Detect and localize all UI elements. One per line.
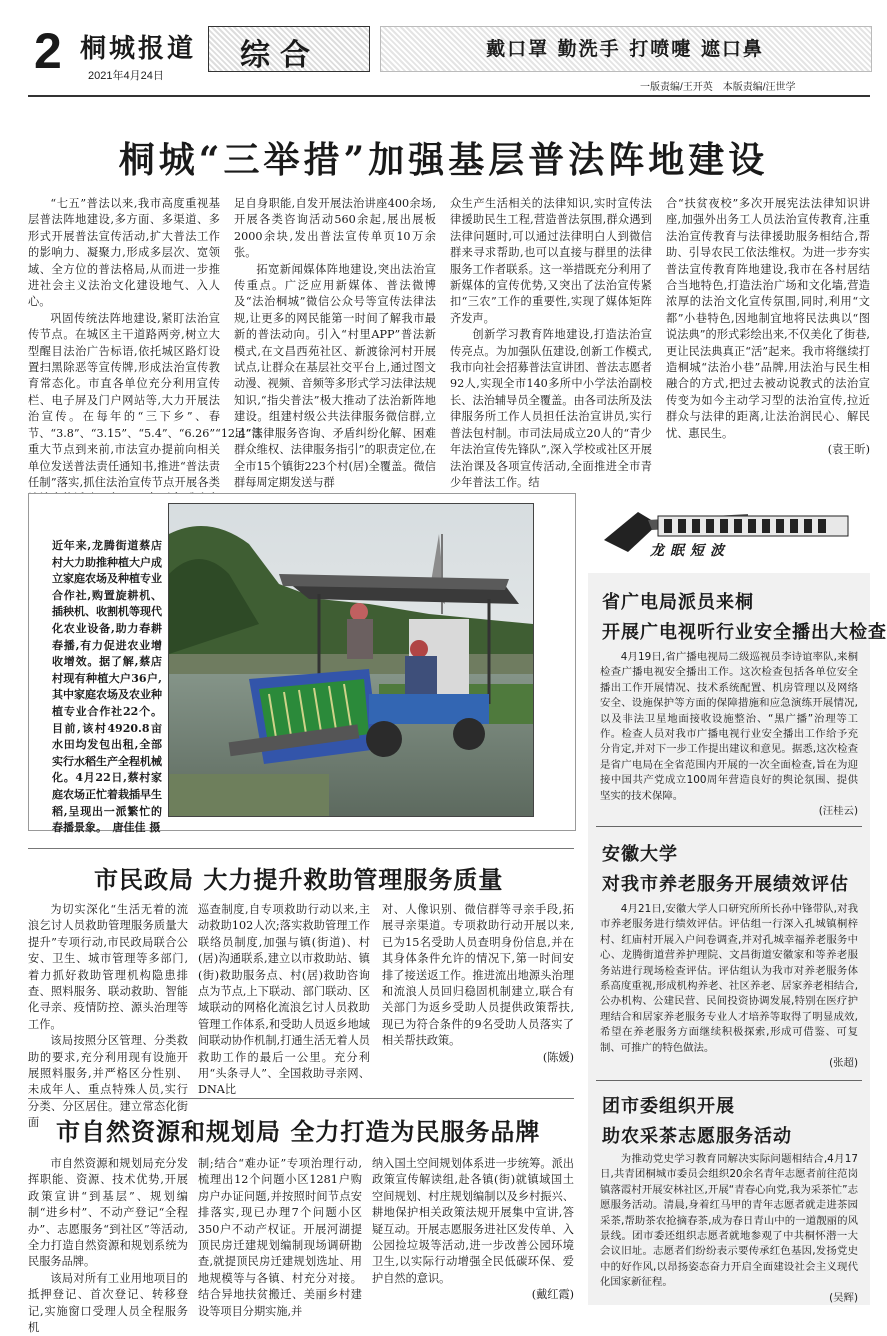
paragraph: 对、人像识别、微信群等寻亲手段,拓展寻亲渠道。专项救助行动开展以来,已为15名受助人员查明身份信息,并在其身体条件允许的情况下,第一时间安排了接送返工作。推进流出地源头治理和流浪人员回归稳固机制建立,联合有关部门为返乡受助人员提供政策帮扶,现已为符合条件的9名受助人员落实了相关帮扶政策。 bbox=[382, 903, 574, 1048]
paragraph: 该局按照分区管理、分类救助的要求,充分利用现有设施开展照料服务,并严格区分性别、未成年人、重点特殊人员,实行分类、分区居住。建立常态化街面 bbox=[28, 1034, 188, 1130]
byline: (吴辉) bbox=[829, 1291, 858, 1304]
civil-affairs-col-3 bbox=[382, 902, 574, 1098]
paragraph: 制;结合“难办证”专项治理行动,梳理出12个问题小区1281户购房户办证问题,并按照时间节点安排落实,现已办理7个问题小区350户不动产权证。开展河湖提顶民房迁建规划编制现场调研勘查,就提顶民房迁建规划选址、用地规模等与各镇、村充分对接。结合异地扶贫搬迁、美丽乡村建设等项目分期实施,并 bbox=[198, 1157, 362, 1318]
paragraph: 合“扶贫夜校”多次开展宪法法律知识讲座,加强外出务工人员法治宣传教育,注重法治宣传教育与法律援助服务相结合,帮助、引导农民工依法维权。为进一步夯实普法宣传教育阵地建设,我市在各村居结合当地特色,打造法治广场和文化墙,营造浓厚的法治文化宣传氛围,同时,利用“文都”小巷特色,因地制宜地将民法典以“图说法典”的形式彩绘出来,不仅美化了街巷,更让民法典真正“活”起来。我市将继续打造桐城“法治小巷”品牌,用法治与民生相融合的方式,把过去被动说教式的法治宣传变为如今主动学习型的法治宣传,拉近群众与法律的距离,让法治润民心、解民忧、惠民生。 bbox=[666, 197, 870, 440]
section-title: 综合 bbox=[240, 38, 320, 73]
natural-resources-title: 市自然资源和规划局 全力打造为民服务品牌 bbox=[56, 1117, 541, 1146]
slogan-text: 戴口罩 勤洗手 打喷嚏 遮口鼻 bbox=[486, 38, 764, 60]
paragraph: 市自然资源和规划局充分发挥职能、资源、技术优势,开展政策宣讲“到基层”、规划编制“进乡村”、不动产登记“全程办”、志愿服务“到社区”等活动,全力打造自然资源和规划系统为民服务品牌。 bbox=[28, 1157, 188, 1269]
lead-article-col-3 bbox=[450, 196, 652, 489]
brief-3-title-line-1: 团市委组织开展 bbox=[602, 1096, 735, 1117]
paragraph: 足自身职能,自发开展法治讲座400余场,开展各类咨询活动560余起,展出展板2000余块,发出普法宣传单页10万余张。 bbox=[234, 197, 436, 260]
paragraph: “七五”普法以来,我市高度重视基层普法阵地建设,多方面、多渠道、多形式开展普法宣传活动,扩大普法工作的影响力、凝聚力,形成多层次、宽领域、全方位的普法格局,从而进一步推进社会主义法治文化建设地气、入人心。 bbox=[28, 197, 220, 309]
paragraph: 4月19日,省广播电视局二级巡视员李诗谊率队,来桐检查广播电视安全播出工作。这次检查包括各单位安全播出工作开展情况、技术系统配置、机房管理以及网络安全、设施保护等方面的保障措施和应急演练开展情况,以及非法卫星地面接收设施整治、“黑广播”治理等工作。检查人员对我市广播电视行业安全播出工作给予充分肯定,并对下一步工作提出建议和意见。据悉,这次检查是省广电局在全省范围内开展的一次全面检查,旨在为迎接中国共产党成立100周年营造良好的舆论氛围、提供坚实的技术保障。 bbox=[600, 651, 858, 802]
editors-credit: 一版责编/王开英 本版责编/汪世学 bbox=[640, 82, 796, 93]
civil-affairs-col-1 bbox=[28, 902, 188, 1130]
paragraph: 纳入国土空间规划体系进一步统筹。派出政策宣传解读组,赴各镇(街)就镇域国土空间规划、村庄规划编制以及乡村振兴、耕地保护相关政策法规开展集中宣讲,答疑互动。开展志愿服务进社区发传单、入公园捡垃圾等活动,进一步改善公园环境卫生,以实际行动增强全民低碳环保、爱护自然的意识。 bbox=[372, 1157, 574, 1285]
byline: (陈媛) bbox=[542, 1050, 574, 1064]
natural-resources-col-2 bbox=[198, 1156, 362, 1318]
paragraph: 为切实深化“生活无着的流浪乞讨人员救助管理服务质量大提升”专项行动,市民政局联合公安、卫生、城市管理等多部门,着力抓好救助管理机构隐患排查、照料服务、联动救助、智能化寻亲、疫情防控、源头治理等工作。 bbox=[28, 903, 188, 1031]
civil-affairs-title: 市民政局 大力提升救助管理服务质量 bbox=[94, 865, 504, 894]
farm-scene-illustration bbox=[169, 504, 533, 816]
brief-2-title-line-1: 安徽大学 bbox=[602, 844, 678, 865]
lead-article-col-2 bbox=[234, 196, 436, 489]
main-headline: 桐城“三举措”加强基层普法阵地建设 bbox=[118, 139, 769, 181]
brief-1-body bbox=[600, 650, 858, 818]
paragraph: 该局对所有工业用地项目的抵押登记、首次登记、转移登记,实施窗口受理人员全程服务机 bbox=[28, 1271, 188, 1335]
section-rule bbox=[28, 848, 574, 849]
rice-transplanter-photo bbox=[168, 503, 534, 817]
byline: (汪桂云) bbox=[818, 805, 858, 818]
civil-affairs-col-2 bbox=[198, 902, 370, 1098]
brief-1-title-line-1: 省广电局派员来桐 bbox=[602, 592, 754, 613]
lead-article-col-4 bbox=[666, 196, 870, 480]
byline: (戴红霞) bbox=[531, 1288, 574, 1302]
brief-column-name: 龙眠短波 bbox=[650, 543, 730, 559]
section-rule bbox=[28, 1098, 574, 1099]
paragraph: 巡查制度,自专项救助行动以来,主动救助102人次;落实救助管理工作联络员制度,加强与镇(街道)、村(居)沟通联系,建立以市救助站、镇(街)救助服务点、村(居)救助咨询点为节点,上下联动、部门联动、区域联动的网格化流浪乞讨人员救助管理工作体系,和受助人员返乡地域间联动协作机制,打通生活无着人员救助工作的最后一公里。充分利用“头条寻人”、全国救助寻亲网、DNA比 bbox=[198, 903, 370, 1097]
brief-3-body bbox=[600, 1152, 858, 1304]
natural-resources-col-3 bbox=[372, 1156, 574, 1306]
brief-divider bbox=[596, 1080, 862, 1081]
paragraph: 巩固传统法阵地建设,紧盯法治宣传节点。在城区主干道路两旁,树立大型醒目法治广告标语,依托城区路灯设置扫黑除恶等宣传牌,形成法治宣传教育常态化。市直各单位充分利用宣传栏、电子屏及门户网站等,大力开展法治宣传。在每年的“三下乡”、春节、“3.8”、“3.15”、“5.4”、“6.26”“12.4”等重大节点到来前,市法宣办提前向相关单位发送普法责任通知书,推进“普法责任制”落实,抓住法治宣传节点开展各类 bbox=[28, 311, 263, 489]
byline: (袁王昕) bbox=[827, 443, 870, 457]
natural-resources-col-1 bbox=[28, 1156, 188, 1335]
page-number: 2 bbox=[34, 23, 62, 79]
paragraph: 拓宽新闻媒体阵地建设,突出法治宣传重点。广泛应用新媒体、普法微博及“法治桐城”微信公众号等宣传法律法规,让更多的网民能第一时间了解我市最新的普法动向。引入“村里APP”普法新模式,在文昌西苑社区、新渡徐河村开展试点,让群众在基层社交平台上,通过图文动漫、视频、音频等多形式学习法律法规知识,“指尖普法”极大推动了法治新阵地建设。组建村级公共法律服务微信群,立足“法律服务咨询、矛盾纠纷化解、困难群众维权、法律服务指引”的职责定位,在全市15个镇街223个村(居)全覆盖。微信群每周定期发送与群 bbox=[234, 262, 436, 489]
brief-divider bbox=[596, 826, 862, 827]
brief-2-title-line-2: 对我市养老服务开展绩效评估 bbox=[602, 874, 849, 895]
photo-caption: 近年来,龙腾街道蔡店村大力助推种植大户成立家庭农场及种植专业合作社,购置旋耕机、插秧机、收割机等现代化农业设备,助力春耕春播,有力促进农业增收增效。据了解,蔡店村现有种植大户36户,其中家庭农场及农业种植专业合作社22个。目前,该村4920.8亩水田均发包出租,全部实行水稻生产全程机械化。4月22日,蔡村家庭农场正忙着栽插早生稻,呈现出一派繁忙的春播景象。 唐佳佳 摄 bbox=[52, 539, 162, 835]
header-rule bbox=[28, 95, 870, 97]
brief-2-body bbox=[600, 902, 858, 1072]
paper-name: 桐城报道 bbox=[80, 34, 197, 64]
brief-3-title-line-2: 助农采茶志愿服务活动 bbox=[602, 1126, 792, 1147]
paragraph: 为推动党史学习教育同解决实际问题相结合,4月17日,共青团桐城市委员会组织20余名青年志愿者前往范岗镇落霞村开展安林社区,开展“青春心向党,我为采茶忙”志愿服务活动。清晨,身着红马甲的青年志愿者就走进茶园采茶,帮助茶农抢摘春茶,成为春日青山中的一道靓丽的风景线。团市委还组织志愿者就地参观了中共桐怀潜一大会议旧址。志愿者们纷纷表示要传承红色基因,发扬党史中的好作风,以昂扬姿态奋力开启全面建设社会主义现代化国家新征程。 bbox=[600, 1153, 858, 1289]
paragraph: 4月21日,安徽大学人口研究所所长孙中锋带队,对我市养老服务进行绩效评估。评估组一行深入孔城镇桐梓村、红庙村开展入户问卷调查,并对孔城幸福养老服务中心、龙腾街道营养护理院、文昌街道安徽家和等养老服务站进行现场检查评估。评估组认为我市对养老服务体系高度重视,形成机构养老、社区养老、居家养老相结合,公办机构、公建民营、民间投资协调发展,特别在医疗护理结合和居家养老服务专业人才培养等取得了明显成效,希望在养老服务方面继续积极探索,形成可借鉴、可复制、可推广的特色做法。 bbox=[600, 903, 858, 1054]
byline: (张超) bbox=[829, 1057, 858, 1070]
paragraph: 众生产生活相关的法律知识,实时宣传法律援助民生工程,营造普法氛围,群众遇到法律问题时,可以通过法律明白人到微信群来寻求帮助,也可以直接与群里的法律服务工作者联系。这一举措既充分利用了新媒体的宣传优势,又突出了法治宣传紧扣“三农”工作的重要性,实现了媒体矩阵齐发声。 bbox=[450, 197, 652, 325]
issue-date: 2021年4月24日 bbox=[88, 70, 164, 82]
brief-1-title-line-2: 开展广电视听行业安全播出大检查 bbox=[602, 622, 887, 643]
lead-article-col-1 bbox=[28, 196, 263, 489]
paragraph: 创新学习教育阵地建设,打造法治宣传亮点。为加强队伍建设,创新工作模式,我市向社会招募普法宣讲团、普法志愿者92人,实现全市140多所中小学法治副校长、法治辅导员全覆盖。由各司法所及法律服务所工作人员担任法治宣讲员,实行普法包村制。市司法局成立20人的“青少年法治宣传先锋队”,深入学校或社区开展法治课及各项宣传活动,全面推进全市青少年普法工作。结 bbox=[450, 328, 652, 489]
